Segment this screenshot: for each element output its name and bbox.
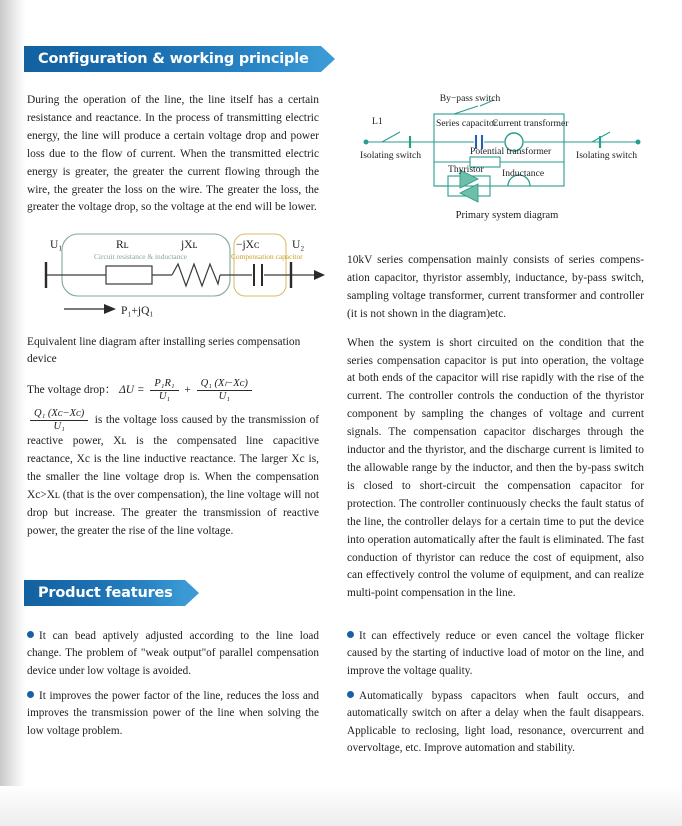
feature-bullet-right-1 [347, 628, 644, 680]
label-series-capacitor: Series capacitor [436, 118, 497, 129]
loss-fraction-numerator: Q₁ (Xᴄ−Xᴄ) [34, 408, 85, 419]
feature-text: It can effectively reduce or even cancel the voltage flicker caused by the starting of inductive load of motor on the line, and improve the voltage quality. [347, 630, 644, 677]
teal-enclosure-box [62, 234, 230, 296]
section-banner-product-features [24, 580, 199, 606]
label-neg-jxc: −jXᴄ [236, 239, 260, 251]
voltage-drop-term-2 [197, 378, 252, 403]
right-text-block [347, 252, 644, 603]
feature-text: It can bead aptively adjusted according to the line load change. The problem of "weak output"of parallel compensation device under low voltage is avoided. [27, 630, 319, 677]
feature-bullet-left-2 [27, 688, 319, 740]
power-flow-arrow-head [104, 304, 116, 314]
formula-operator: + [184, 384, 191, 397]
term1-denominator: U₁ [150, 390, 178, 403]
resistor-symbol [106, 266, 152, 284]
loss-explanation-block [27, 408, 319, 541]
primary-system-diagram-caption: Primary system diagram [455, 210, 559, 221]
label-current-transformer: Current transformer [492, 118, 569, 129]
section-banner-arrow-icon [321, 46, 335, 72]
label-inductance: Inductance [502, 168, 545, 179]
voltage-drop-term-1 [150, 378, 178, 403]
label-thyristor: Thyristor [448, 164, 484, 175]
arrow-head-right [314, 270, 325, 280]
label-circuit-note: Circuit resistance & inductance [94, 252, 187, 261]
section-banner-bar-2 [24, 580, 185, 606]
section-banner-arrow-icon-2 [185, 580, 199, 606]
isolating-switch-blade-left [382, 132, 400, 142]
label-u1: U₁ [50, 239, 63, 251]
label-isolating-switch-right: Isolating switch [576, 150, 638, 161]
composition-paragraph: 10kV series compensation mainly consists of series compens-ation capacitor, thyristor assembly, inductance, by-pass switch, sampling voltage transformer, current transformer and controller (it is not shown in the diagram)etc. [347, 254, 644, 320]
term2-denominator: U₁ [197, 390, 252, 403]
feature-bullet-left-1 [27, 628, 319, 680]
operation-paragraph: When the system is short circuited on the condition that the series compensation capacitor is put into operation, the voltage at both ends of the capacitor will rise rapidly with the rise of the current. The controller controls the conduction of the thyristor component by sampling the changes of voltage and current signals. The compensation capacitor discharges through the inductor and the thyristor, and the discharge current is limited to the allowable range by the inductor, and then the by-pass switch is closed to short-circuit the compensation capacitor for protection. The controller continuously checks the fault status of the line, the controller delays for a certain time to put the device into operation automatically after the fault is eliminated. The fast conduction of thyristor can reduce the cost of equipment, also can effectively control the volume of equipment, and can realize multi-point compensation in the line. [347, 336, 644, 600]
bullet-dot-icon [27, 631, 34, 638]
term1-numerator: P₁R₁ [154, 378, 175, 389]
terminal-dot-left [364, 140, 368, 144]
label-potential-transformer: Potential transformer [470, 146, 552, 157]
feature-text: Automatically bypass capacitors when fault occurs, and automatically switch on after a delay when the fault disappears. Applicable to reclosing, light load, resonance, overcurrent and overvoltage, etc. Improve automation and stability. [347, 690, 644, 755]
voltage-drop-label: The voltage drop： [27, 384, 117, 397]
label-u2: U₂ [292, 239, 305, 251]
label-isolating-switch-left: Isolating switch [360, 150, 422, 161]
bypass-switch-blade [454, 106, 478, 114]
feature-text: It improves the power factor of the line, reduces the loss and improves the transmission power of the line when solving the low voltage problem. [27, 690, 319, 737]
feature-bullet-right-2 [347, 688, 644, 757]
inductor-symbol [172, 264, 220, 286]
page-edge-shading-bottom [0, 786, 682, 826]
voltage-drop-lhs: ΔU = [119, 384, 145, 397]
equivalent-diagram-caption: Equivalent line diagram after installing series compensation device [27, 336, 301, 366]
terminal-dot-right [636, 140, 640, 144]
intro-paragraph: During the operation of the line, the line itself has a certain resistance and reactance. In the process of transmitting electric energy, the line will produce a certain voltage drop and power loss due to the flow of current. When the transmitted electric energy is greater, the greater the current flowing through the wire, the greater the loss on the wire. The greater the loss, the greater the voltage drop, so the voltage at the end will be lower. [27, 94, 319, 214]
equivalent-line-diagram [26, 228, 326, 318]
section-banner-bar [24, 46, 321, 72]
loss-paragraph-wrapper [27, 408, 319, 541]
bullet-dot-icon [347, 691, 354, 698]
loss-paragraph-text: is the voltage loss caused by the transmission of reactive power, Xʟ is the compensated line capacitive reactance, Xc is the line inductive reactance. The larger Xc is, the smaller the line voltage drop is. When the compensation Xc>Xʟ (that is the over compensation), the line voltage will not drop but increase. The greater the transmission of reactive power, the greater the rise of the line voltage. [27, 414, 319, 537]
label-compensation-note: Compensation capacitor [231, 252, 303, 261]
loss-fraction-denominator: U₁ [30, 420, 88, 433]
label-power-flow: P₁+jQ₁ [121, 305, 154, 317]
section-banner-configuration [24, 46, 335, 72]
loss-lead-fraction [30, 408, 88, 433]
term2-numerator: Q₁ (Xₗ−Xᴄ) [200, 378, 248, 389]
page-edge-shading-left [0, 0, 26, 826]
label-l1: L1 [372, 116, 383, 127]
label-jxl: jXʟ [181, 239, 198, 251]
voltage-drop-formula-row [27, 378, 255, 403]
label-rl: Rʟ [116, 239, 129, 251]
bullet-dot-icon [27, 691, 34, 698]
section-banner-label: Configuration & working principle [38, 51, 309, 67]
primary-system-diagram [352, 92, 662, 217]
section-banner-label-2: Product features [38, 585, 173, 601]
label-bypass-switch: By−pass switch [439, 93, 501, 104]
bullet-dot-icon [347, 631, 354, 638]
intro-text-block [27, 92, 319, 217]
